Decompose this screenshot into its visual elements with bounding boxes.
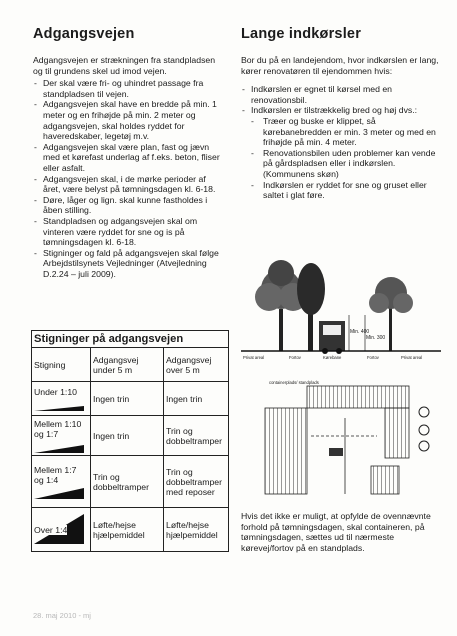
table-cell: Trin og dobbeltramper med reposer [164, 456, 229, 508]
table-cell: Trin og dobbeltramper [164, 416, 229, 456]
right-list-item: - Indkørslen er tilstrækkelig bred og høj dvs.: [251, 105, 439, 116]
right-list-item: - Indkørslen er egnet til kørsel med en renovationsbil. [251, 84, 439, 105]
right-sublist-item: - Renovationsbilen uden problemer kan vende på gårdspladsen eller i indkørslen. (Kommunens skøn) [263, 148, 439, 180]
tree-icon [255, 260, 307, 351]
bush-icon [419, 407, 429, 451]
slope-cell [32, 508, 91, 552]
building-shape [371, 466, 399, 494]
building-shape [307, 386, 409, 408]
table-row [32, 508, 229, 552]
ground-label: Kørebane [323, 355, 342, 360]
ground-label: Fortov [289, 355, 301, 360]
right-list [241, 84, 439, 116]
building-shape [385, 408, 409, 458]
ramp-icon [34, 399, 84, 411]
left-intro: Adgangsvejen er strækningen fra standpladsen og til grundens skel ud imod vejen. [33, 55, 216, 76]
slope-cell [32, 382, 91, 416]
slope-cell [32, 456, 91, 508]
left-list-item: - Døre, låger og lign. skal kunne fastholdes i åben stilling. [43, 195, 223, 216]
left-list-item: - Stigninger og fald på adgangsvejen skal følge Arbejdstilsynets Vejledninger (Atvejledning D.2.24 – juli 2009). [43, 248, 223, 280]
right-sublist [241, 116, 439, 201]
left-list-item: - Der skal være fri- og uhindret passage fra standpladsen til vejen. [43, 78, 223, 99]
ground-label: Fortov [367, 355, 379, 360]
street-section-illustration [241, 249, 441, 369]
ground-label: Privat areal [401, 355, 423, 360]
table-row [32, 382, 229, 416]
right-sublist-item: - Indkørslen er ryddet for sne og gruset eller saltet i glat føre. [263, 180, 439, 201]
closing-paragraph [241, 511, 441, 555]
driveway-plan-illustration [249, 378, 439, 500]
slope-table [31, 330, 229, 552]
right-heading: Lange indkørsler [241, 26, 362, 42]
table-row [32, 416, 229, 456]
left-list-item: - Adgangsvejen skal have en bredde på min. 1 meter og en frihøjde på min. 2 meter og adgangsvejen, skal holdes ryddet for haveredskaber, legetøj m.v. [43, 99, 223, 141]
table-title: Stigninger på adgangsvejen [32, 331, 229, 348]
right-sublist-item: - Træer og buske er klippet, så kørebanebredden er min. 3 meter og med en frihøjde på min. 4 meter. [263, 116, 439, 148]
slope-label: Mellem 1:7 og 1:4 [34, 464, 77, 485]
left-column [33, 26, 223, 279]
right-column [241, 26, 439, 201]
ramp-icon [34, 441, 84, 453]
left-heading: Adgangsvejen [33, 26, 135, 42]
plan-label: containerplads/ standplads [269, 380, 319, 385]
left-list-item: - Standpladsen og adgangsvejen skal om vinteren være ryddet for sne og is på tømningsdagen kl. 6-18. [43, 216, 223, 248]
dimension-label: Min. 300 [366, 335, 386, 341]
table-cell: Trin og dobbeltramper [91, 456, 164, 508]
ramp-icon [34, 487, 84, 499]
right-intro: Bor du på en landejendom, hvor indkørslen er lang, kører renovatøren til ejendommen hvis: [241, 55, 439, 76]
slope-label: Under 1:10 [34, 386, 77, 397]
table-header: Adgangsvej over 5 m [164, 348, 229, 382]
table-cell: Ingen trin [91, 416, 164, 456]
table-cell: Ingen trin [164, 382, 229, 416]
truck-icon [329, 448, 343, 456]
table-cell: Løfte/hejse hjælpemiddel [164, 508, 229, 552]
left-list-item: - Adgangsvejen skal, i de mørke perioder af året, være belyst på tømningsdagen kl. 6-18. [43, 174, 223, 195]
building-shape [265, 408, 307, 494]
slope-cell [32, 416, 91, 456]
slope-label: Over 1:4 [34, 524, 68, 535]
table-row [32, 456, 229, 508]
footer-date: 28. maj 2010 - mj [33, 611, 91, 620]
table-cell: Ingen trin [91, 382, 164, 416]
table-cell: Løfte/hejse hjælpemiddel [91, 508, 164, 552]
ground-label: Privat areal [243, 355, 265, 360]
table-header: Adgangsvej under 5 m [91, 348, 164, 382]
dimension-label: Min. 400 [350, 329, 370, 335]
left-list-item: - Adgangsvejen skal være plan, fast og jævn med et kørefast underlag af f.eks. beton, fliser eller asfalt. [43, 142, 223, 174]
left-list [33, 78, 223, 279]
closing-text: Hvis det ikke er muligt, at opfylde de ovennævnte forhold på tømningsdagen, skal containeren, på tømningsdagen, sættes ud til nærmeste kørevej/fortov på en standplads. [241, 511, 431, 553]
slope-label: Mellem 1:10 og 1:7 [34, 418, 82, 439]
table-header: Stigning [32, 348, 91, 382]
truck-icon [319, 321, 345, 354]
